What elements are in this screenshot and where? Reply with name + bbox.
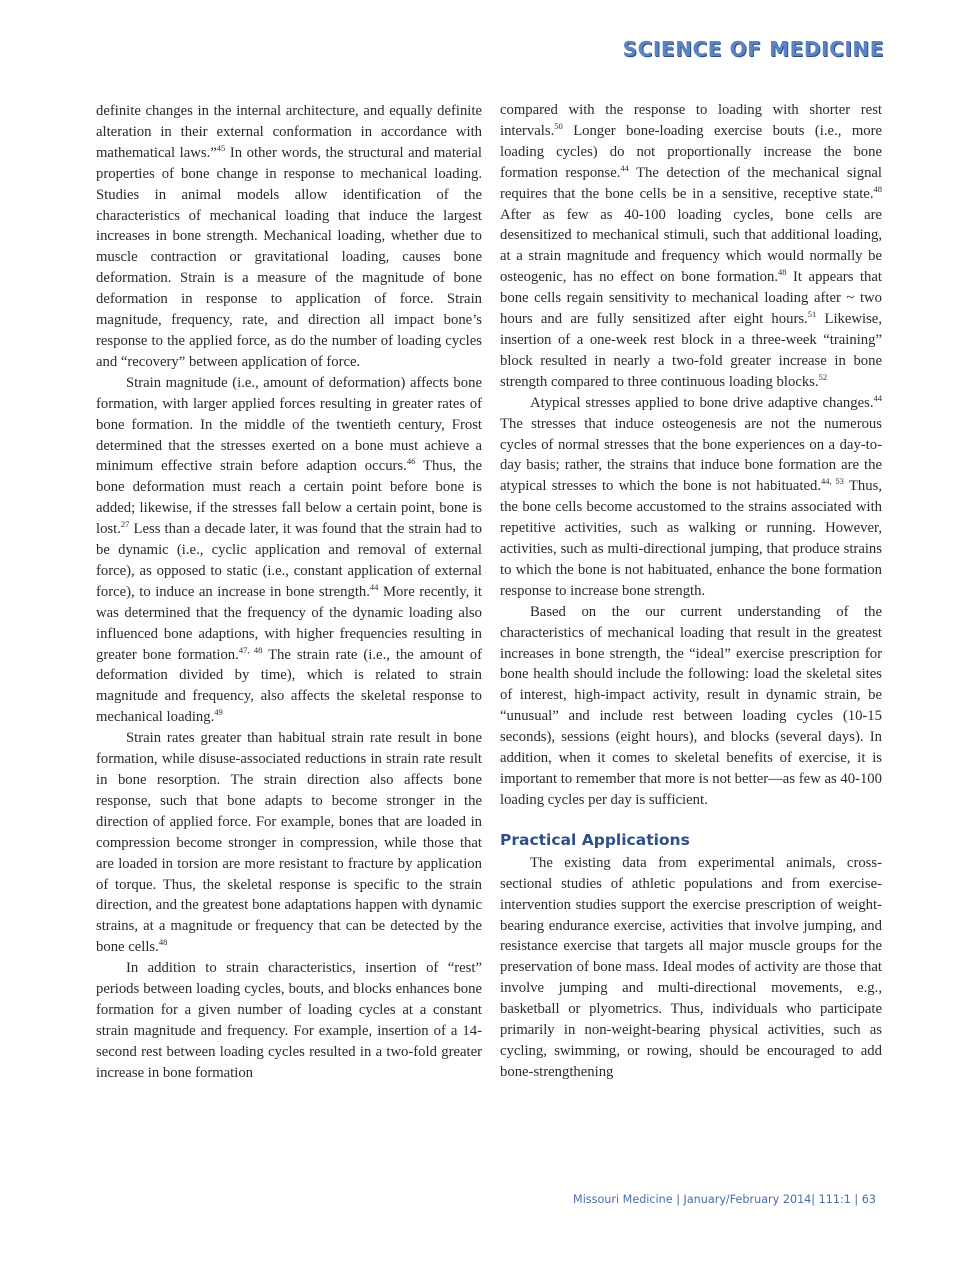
paragraph: compared with the response to loading with shorter rest intervals.$^{50}$ Longer bone-loading exercise bouts (i.e., more loading cycles) do not proportionally increase the bone formation response.$^{44}$ The detection of the mechanical signal requires that the bone cells be in a sensitive, receptive state.$^{48}$ After as few as 40-100 loading cycles, bone cells are desensitized to mechanical stimuli, such that additional loading, at a strain magnitude and frequency which would normally be osteogenic, has no effect on bone formation.$^{48}$ It appears that bone cells regain sensitivity to mechanical loading after ~ two hours and are fully sensitized after eight hours.$^{51}$ Likewise, insertion of a one-week rest block in a three-week “training” block resulted in nearly a two-fold greater increase in bone strength compared to three continuous loading blocks.$^{52}$ bbox=[500, 102, 883, 390]
paragraph: Atypical stresses applied to bone drive adaptive changes.$^{44}$ The stresses that induce osteogenesis are not the numerous cycles of normal stresses that the bone experiences on a day-to-day basis; rather, the strains that induce bone formation are the atypical stresses to which the bone is not habituated.$^{44, 53}$ Thus, the bone cells become accustomed to the strains associated with repetitive activities, such as walking or running. However, activities, such as multi-directional jumping, that produce strains to which the bone is not habituated, enhance the bone formation response to increase bone strength. bbox=[500, 392, 882, 599]
citation: 44, 53 bbox=[821, 476, 844, 487]
citation: 49 bbox=[214, 707, 223, 718]
citation: 44 bbox=[369, 581, 379, 592]
paragraph: In addition to strain characteristics, insertion of “rest” periods between loading cycles, bouts, and blocks enhances bone formation for a given number of loading cycles at a constant strain magnitude and frequency. For example, insertion of a 14-second rest between loading cycles resulted in a two-fold greater increase in bone formation bbox=[96, 960, 482, 1081]
page-footer: Missouri Medicine | January/February 2014| 111:1 | 63 bbox=[573, 1193, 876, 1206]
citation: 45 bbox=[216, 142, 226, 153]
paragraph: The existing data from experimental animals, cross-sectional studies of athletic populations and from exercise-intervention studies support the exercise prescription of weight-bearing endurance exercise, activities that involve jumping, and resistance exercise that targets all major muscle groups for the preservation of bone mass. Ideal modes of activity are those that involve jumping and multi-directional movements, e.g., basketball or plyometrics. Thus, individuals who participate primarily in non-weight-bearing physical activities, such as cycling, swimming, or rowing, should be encouraged to add bone-strengthening bbox=[500, 854, 882, 1080]
paragraph: definite changes in the internal architecture, and equally definite alteration in their external conformation in accordance with mathematical laws.”$^{45}$ In other words, the structural and material properties of bone change in response to mechanical loading. Studies in animal models allow identification of the characteristics of mechanical loading that induce the largest increases in bone strength. Mechanical loading, whether due to muscle contraction or gravitational loading, causes bone deformation. Strain is a measure of the magnitude of bone deformation in response to application of force. Strain magnitude, frequency, rate, and direction all impact bone’s response to the applied force, as do the number of loading cycles and “recovery” between application of force. bbox=[96, 103, 482, 370]
section-header: SCIENCE OF MEDICINE bbox=[622, 37, 884, 61]
paragraph: Strain magnitude (i.e., amount of deformation) affects bone formation, with larger applied forces resulting in greater rates of bone formation. In the middle of the twentieth century, Frost determined that the stresses exerted on a bone must achieve a minimum effective strain before adaption occurs.$^{46}$ Thus, the bone deformation must reach a certain point before bone is added; likewise, if the stresses fall below a certain point, bone is lost.$^{27}$ Less than a decade later, it was found that the strain had to be dynamic (i.e., cyclic application and removal of external force), as opposed to static (i.e., constant application of external force), to induce an increase in bone strength.$^{44}$ More recently, it was determined that the frequency of the dynamic loading also influenced bone adaptions, with higher frequencies resulting in greater bone formation.$^{47, 48}$ The strain rate (i.e., the amount of deformation divided by time), which is related to strain magnitude and frequency, also affects the skeletal response to mechanical loading.$^{49}$ bbox=[96, 374, 483, 726]
citation: 47, 48 bbox=[238, 644, 263, 655]
citation: 52 bbox=[818, 371, 828, 382]
citation: 48 bbox=[158, 937, 168, 948]
citation: 46 bbox=[406, 456, 416, 467]
paragraph: Based on the our current understanding of the characteristics of mechanical loading that result in the greatest increases in bone strength, the “ideal” exercise prescription for bone health should include the following: load the skeletal sites of interest, high-impact activity, result in dynamic strain, be “unusual” and include rest between loading cycles (10-15 seconds), sessions (eight hours), and blocks (several days). In addition, when it comes to skeletal benefits of exercise, it is important to remember that more is not better—as few as 40-100 loading cycles per day is sufficient. bbox=[500, 603, 882, 808]
citation: 48 bbox=[778, 267, 787, 278]
left-column bbox=[96, 100, 482, 1084]
paragraph: Strain rates greater than habitual strain rate result in bone formation, while disuse-associated reductions in strain rate result in bone resorption. The strain direction also affects bone response, such that bone adapts to become stronger in the direction of applied force. For example, bones that are loaded in compression become stronger in compression, while those that are loaded in torsion are more resistant to fracture by application of torque. Thus, the skeletal response is specific to the strain direction, and the greatest bone adaptations happen with dynamic strains, at a magnitude or frequency that can be detected by the bone cells.$^{48}$ bbox=[96, 730, 482, 956]
citation: 50 bbox=[554, 120, 563, 131]
right-column bbox=[500, 100, 882, 1083]
citation: 44 bbox=[873, 392, 882, 403]
citation: 27 bbox=[120, 519, 130, 530]
citation: 44 bbox=[620, 162, 629, 173]
section-subheading: Practical Applications bbox=[500, 830, 690, 849]
citation: 48 bbox=[873, 183, 882, 194]
citation: 51 bbox=[807, 309, 817, 320]
